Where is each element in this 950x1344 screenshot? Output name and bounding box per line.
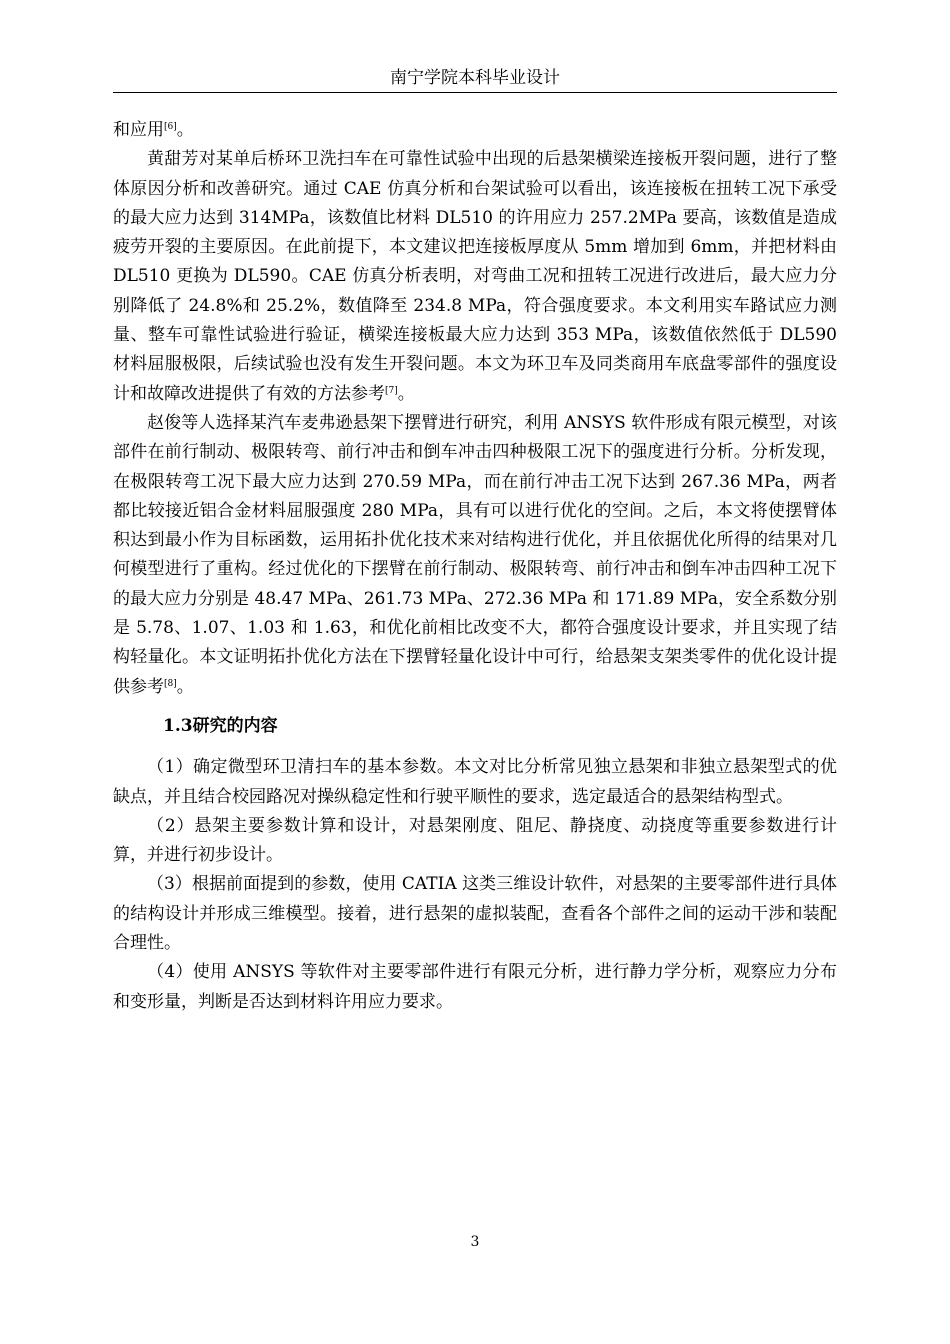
list-item: （1）确定微型环卫清扫车的基本参数。本文对比分析常见独立悬架和非独立悬架型式的优缺点，并且结合校园路况对操纵稳定性和行驶平顺性的要求，选定最适合的悬架结构型式。 [113, 757, 837, 807]
paragraph-text: 和应用 [113, 120, 164, 140]
paragraph-text: 黄甜芳对某单后桥环卫洗扫车在可靠性试验中出现的后悬架横梁连接板开裂问题，进行了整体原因分析和改善研究。通过 CAE 仿真分析和台架试验可以看出，该连接板在扭转工况下承受的最大应力达到 314MPa，该数值比材料 DL510 的许用应力 257.2MPa 要高，该数值是造成疲劳开裂的主要原因。在此前提下，本文建议把连接板厚度从 5mm 增加到 6mm，并把材料由 DL510 更换为 DL590。CAE 仿真分析表明，对弯曲工况和扭转工况进行改进后，最大应力分别降低了 24.8%和 25.2%，数值降至 234.8 MPa，符合强度要求。本文利用实车路试应力测量、整车可靠性试验进行验证，横梁连接板最大应力达到 353 MPa，该数值依然低于 DL590 材料屈服极限，后续试验也没有发生开裂问题。本文为环卫车及同类商用车底盘零部件的强度设计和故障改进提供了有效的方法参考 [113, 149, 837, 404]
paragraph-zhao [113, 409, 837, 702]
citation-ref: [7] [385, 385, 398, 396]
header-rule [113, 92, 837, 93]
paragraph-text: 赵俊等人选择某汽车麦弗逊悬架下摆臂进行研究，利用 ANSYS 软件形成有限元模型，对该部件在前行制动、极限转弯、前行冲击和倒车冲击四种极限工况下的强度进行分析。分析发现，在极限转弯工况下最大应力达到 270.59 MPa，而在前行冲击工况下达到 267.36 MPa，两者都比较接近铝合金材料屈服强度 280 MPa，具有可以进行优化的空间。之后，本文将使摆臂体积达到最小作为目标函数，运用拓扑优化技术来对结构进行优化，并且依据优化所得的结果对几何模型进行了重构。经过优化的下摆臂在前行制动、极限转弯、前行冲击和倒车冲击四种工况下的最大应力分别是 48.47 MPa、261.73 MPa、272.36 MPa 和 171.89 MPa，安全系数分别是 5.78、1.07、1.03 和 1.63，和优化前相比改变不大，都符合强度设计要求，并且实现了结构轻量化。本文证明拓扑优化方法在下摆臂轻量化设计中可行，给悬架支架类零件的优化设计提供参考 [113, 412, 837, 697]
section-heading: 1.3研究的内容 [163, 715, 278, 736]
paragraph-huang [113, 145, 837, 409]
body-text [113, 116, 837, 1017]
list-item: （2）悬架主要参数计算和设计，对悬架刚度、阻尼、静挠度、动挠度等重要参数进行计算，并进行初步设计。 [113, 815, 837, 866]
paragraph-tail: 。 [397, 383, 415, 404]
paragraph-tail: 。 [176, 120, 194, 140]
list-item: （3）根据前面提到的参数，使用 CATIA 这类三维设计软件，对悬架的主要零部件进行具体的结构设计并形成三维模型。接着，进行悬架的虚拟装配，查看各个部件之间的运动干涉和装配合理性。 [113, 874, 837, 954]
paragraph-tail: 。 [176, 676, 194, 697]
citation-ref: [6] [164, 122, 177, 132]
page-number: 3 [470, 1234, 480, 1250]
running-header: 南宁学院本科毕业设计 [390, 68, 560, 88]
list-item: （4）使用 ANSYS 等软件对主要零部件进行有限元分析，进行静力学分析，观察应力分布和变形量，判断是否达到材料许用应力要求。 [113, 962, 837, 1012]
citation-ref: [8] [164, 678, 177, 689]
paragraph-continuation [113, 116, 837, 145]
